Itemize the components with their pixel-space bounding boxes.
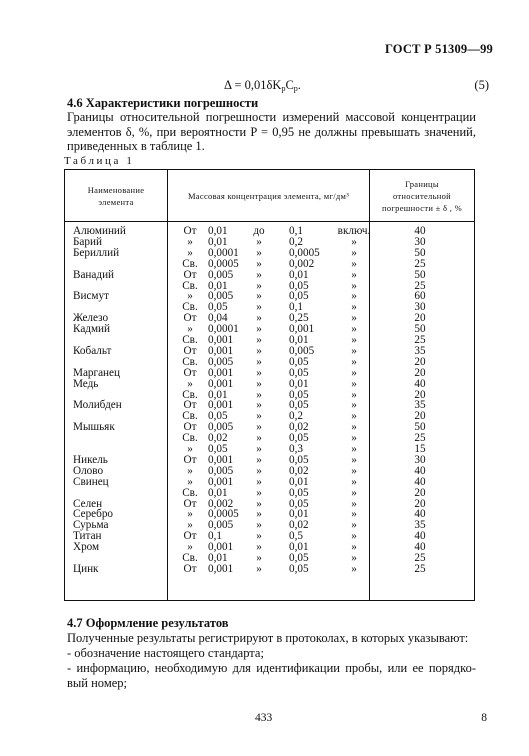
table-row	[64, 357, 475, 368]
row-prefix: От	[183, 399, 197, 412]
row-suffix: »	[351, 410, 357, 423]
row-name: Ванадий	[73, 268, 115, 281]
table-row	[64, 335, 475, 346]
row-operator: »	[256, 235, 262, 248]
formula-text: Δ = 0,01δK	[224, 78, 282, 92]
row-operator: »	[256, 530, 262, 543]
row-suffix: »	[351, 541, 357, 554]
row-error: 40	[414, 225, 426, 237]
row-operator: »	[256, 541, 262, 554]
row-from-value: 0,005	[208, 519, 234, 532]
row-from-value: 0,001	[208, 334, 234, 346]
row-name: Молибден	[73, 399, 122, 412]
row-suffix: »	[351, 421, 357, 434]
row-operator: »	[256, 519, 262, 532]
table-row	[64, 542, 475, 553]
table-row	[64, 259, 475, 270]
row-suffix: »	[351, 355, 357, 368]
row-prefix: От	[183, 312, 197, 325]
row-error: 30	[414, 453, 426, 466]
row-to-value: 0,3	[289, 443, 303, 455]
row-name: Цинк	[73, 562, 99, 575]
row-prefix: »	[187, 377, 193, 390]
row-name: Кадмий	[73, 323, 111, 336]
row-operator: »	[256, 486, 262, 499]
row-suffix: »	[351, 552, 357, 564]
row-suffix: »	[351, 257, 357, 270]
table-row	[64, 509, 475, 520]
row-to-value: 0,01	[289, 508, 309, 521]
table-row	[64, 488, 475, 499]
table-row	[64, 281, 475, 292]
row-operator: »	[256, 279, 262, 292]
paragraph-line: приведенных в таблице 1.	[67, 139, 205, 153]
row-name: Медь	[73, 377, 99, 390]
row-prefix: От	[183, 344, 197, 357]
row-error: 20	[414, 366, 426, 379]
row-suffix: »	[351, 235, 357, 248]
row-suffix: »	[351, 377, 357, 390]
row-prefix: От	[183, 268, 197, 281]
row-prefix: Св.	[182, 257, 198, 270]
row-operator: »	[256, 443, 262, 455]
row-from-value: 0,001	[208, 541, 234, 554]
row-to-value: 0,01	[289, 377, 309, 390]
row-error: 30	[414, 301, 426, 314]
paragraph-line: элементов δ, %, при вероятности P = 0,95 не должны превышать значений,	[67, 124, 476, 139]
row-name: Бериллий	[73, 246, 120, 259]
row-name: Мышьяк	[73, 421, 115, 434]
row-to-value: 0,05	[289, 399, 309, 412]
header-element-name-line: элемента	[98, 197, 134, 207]
row-to-value: 0,05	[289, 355, 309, 368]
row-from-value: 0,01	[208, 552, 228, 564]
table-row	[64, 455, 475, 466]
formula-5	[224, 78, 301, 93]
row-error: 60	[414, 290, 426, 303]
header-element-name	[65, 184, 167, 208]
row-from-value: 0,001	[208, 453, 234, 466]
row-to-value: 0,2	[289, 235, 303, 248]
standard-header: ГОСТ Р 51309—99	[384, 42, 493, 56]
row-from-value: 0,1	[208, 530, 222, 543]
row-suffix: »	[351, 312, 357, 325]
row-name: Висмут	[73, 290, 109, 303]
row-suffix: »	[351, 246, 357, 259]
row-error: 35	[414, 519, 426, 532]
row-from-value: 0,02	[208, 432, 228, 445]
row-to-value: 0,01	[289, 475, 309, 488]
row-from-value: 0,001	[208, 344, 234, 357]
table-row	[64, 379, 475, 390]
table-row	[64, 346, 475, 357]
row-operator: »	[256, 453, 262, 466]
row-from-value: 0,05	[208, 410, 228, 423]
row-prefix: Св.	[182, 355, 198, 368]
table-row	[64, 313, 475, 324]
row-name: Сурьма	[73, 519, 109, 532]
row-name: Алюминий	[73, 225, 126, 237]
row-error: 15	[414, 443, 426, 455]
row-suffix: »	[351, 486, 357, 499]
table-row	[64, 248, 475, 259]
row-operator: »	[256, 323, 262, 336]
row-error: 25	[414, 334, 426, 346]
row-suffix: »	[351, 432, 357, 445]
row-operator: »	[256, 290, 262, 303]
row-prefix: Св.	[182, 388, 198, 401]
row-to-value: 0,05	[289, 290, 309, 303]
row-suffix: »	[351, 323, 357, 336]
row-operator: »	[256, 344, 262, 357]
table-row	[64, 368, 475, 379]
row-to-value: 0,05	[289, 552, 309, 564]
row-operator: »	[256, 257, 262, 270]
row-from-value: 0,005	[208, 268, 234, 281]
row-prefix: Св.	[182, 486, 198, 499]
formula-mid: C	[285, 78, 294, 92]
row-to-value: 0,02	[289, 464, 309, 477]
row-operator: »	[256, 464, 262, 477]
row-prefix: »	[187, 246, 193, 259]
list-item: - обозначение настоящего стандарта;	[67, 646, 264, 660]
table-row	[64, 444, 475, 455]
row-to-value: 0,05	[289, 497, 309, 510]
row-operator: »	[256, 246, 262, 259]
row-operator: до	[253, 225, 265, 237]
row-error: 40	[414, 541, 426, 554]
row-name: Серебро	[73, 508, 114, 521]
row-from-value: 0,01	[208, 486, 228, 499]
row-to-value: 0,05	[289, 562, 309, 575]
row-suffix: »	[351, 366, 357, 379]
row-to-value: 0,05	[289, 432, 309, 445]
section-4-7-line: Полученные результаты регистрируют в протоколах, в которых указывают:	[67, 631, 469, 645]
section-4-7-title: 4.7 Оформление результатов	[67, 616, 229, 630]
row-to-value: 0,01	[289, 268, 309, 281]
table-row	[64, 390, 475, 401]
row-to-value: 0,002	[289, 257, 315, 270]
formula-sub-2: р	[293, 84, 298, 93]
row-prefix: »	[187, 519, 193, 532]
row-error: 25	[414, 562, 426, 575]
table-row	[64, 411, 475, 422]
row-error: 20	[414, 388, 426, 401]
row-prefix: »	[187, 443, 193, 455]
row-to-value: 0,01	[289, 334, 309, 346]
row-error: 25	[414, 257, 426, 270]
row-to-value: 0,01	[289, 541, 309, 554]
row-operator: »	[256, 399, 262, 412]
row-to-value: 0,2	[289, 410, 303, 423]
row-to-value: 0,05	[289, 279, 309, 292]
row-name: Свинец	[73, 475, 109, 488]
row-suffix: »	[351, 344, 357, 357]
row-name: Олово	[73, 464, 104, 477]
row-from-value: 0,005	[208, 464, 234, 477]
row-error: 50	[414, 323, 426, 336]
row-to-value: 0,005	[289, 344, 315, 357]
row-error: 25	[414, 552, 426, 564]
row-suffix: »	[351, 464, 357, 477]
row-suffix: »	[351, 453, 357, 466]
row-operator: »	[256, 334, 262, 346]
row-prefix: »	[187, 541, 193, 554]
row-to-value: 0,0005	[289, 246, 320, 259]
row-suffix: »	[351, 301, 357, 314]
row-operator: »	[256, 432, 262, 445]
row-prefix: »	[187, 290, 193, 303]
page-number: 8	[481, 712, 487, 724]
row-prefix: Св.	[182, 432, 198, 445]
row-prefix: »	[187, 508, 193, 521]
row-to-value: 0,1	[289, 301, 303, 314]
row-from-value: 0,001	[208, 475, 234, 488]
row-suffix: »	[351, 475, 357, 488]
table-1	[64, 169, 475, 601]
row-prefix: От	[183, 562, 197, 575]
row-from-value: 0,0005	[208, 508, 239, 521]
list-item-continuation: вый номер;	[67, 676, 127, 690]
row-name: Железо	[73, 312, 109, 325]
row-suffix: »	[351, 290, 357, 303]
row-prefix: От	[183, 497, 197, 510]
row-from-value: 0,01	[208, 235, 228, 248]
row-operator: »	[256, 562, 262, 575]
row-to-value: 0,05	[289, 366, 309, 379]
section-4-6-title: 4.6 Характеристики погрешности	[67, 96, 259, 110]
row-suffix: »	[351, 508, 357, 521]
row-error: 25	[414, 279, 426, 292]
formula-sub-1: р	[281, 84, 286, 93]
row-name: Барий	[73, 235, 102, 248]
header-error-line: относительной	[392, 191, 452, 201]
row-suffix: »	[351, 388, 357, 401]
row-error: 50	[414, 421, 426, 434]
row-prefix: Св.	[182, 552, 198, 564]
formula-number: (5)	[474, 78, 489, 92]
row-error: 20	[414, 410, 426, 423]
row-from-value: 0,01	[208, 279, 228, 292]
row-error: 50	[414, 246, 426, 259]
row-from-value: 0,005	[208, 290, 234, 303]
header-error-line: погрешности ± δ , %	[382, 203, 462, 213]
header-concentration: Массовая концентрация элемента, мг/дм³	[187, 191, 350, 201]
table-row	[64, 520, 475, 531]
row-from-value: 0,0001	[208, 323, 239, 336]
table-row	[64, 553, 475, 564]
row-error: 25	[414, 432, 426, 445]
row-operator: »	[256, 497, 262, 510]
row-from-value: 0,001	[208, 377, 234, 390]
row-operator: »	[256, 421, 262, 434]
row-error: 30	[414, 235, 426, 248]
table-row	[64, 270, 475, 281]
row-to-value: 0,001	[289, 323, 315, 336]
row-to-value: 0,05	[289, 486, 309, 499]
row-operator: »	[256, 377, 262, 390]
row-operator: »	[256, 355, 262, 368]
table-row	[64, 226, 475, 237]
row-from-value: 0,05	[208, 443, 228, 455]
row-error: 35	[414, 399, 426, 412]
row-prefix: Св.	[182, 301, 198, 314]
row-from-value: 0,05	[208, 301, 228, 314]
row-operator: »	[256, 366, 262, 379]
table-row	[64, 291, 475, 302]
table-row	[64, 433, 475, 444]
row-error: 40	[414, 508, 426, 521]
row-suffix: »	[351, 443, 357, 455]
row-prefix: Св.	[182, 334, 198, 346]
row-suffix: включ.	[337, 225, 371, 237]
row-prefix: Св.	[182, 410, 198, 423]
row-suffix: »	[351, 562, 357, 575]
row-name: Титан	[73, 530, 102, 543]
table-row	[64, 324, 475, 335]
row-prefix: От	[183, 421, 197, 434]
row-name: Селен	[73, 497, 103, 510]
row-from-value: 0,005	[208, 355, 234, 368]
row-to-value: 0,5	[289, 530, 303, 543]
table-row	[64, 499, 475, 510]
row-operator: »	[256, 552, 262, 564]
table-row	[64, 237, 475, 248]
row-prefix: »	[187, 235, 193, 248]
row-operator: »	[256, 312, 262, 325]
row-to-value: 0,1	[289, 225, 303, 237]
row-error: 20	[414, 355, 426, 368]
table-row	[64, 302, 475, 313]
row-to-value: 0,02	[289, 519, 309, 532]
row-error: 40	[414, 464, 426, 477]
header-error-line: Границы	[405, 179, 439, 189]
row-operator: »	[256, 388, 262, 401]
row-suffix: »	[351, 399, 357, 412]
table-row	[64, 531, 475, 542]
row-from-value: 0,005	[208, 421, 234, 434]
row-prefix: »	[187, 475, 193, 488]
row-operator: »	[256, 475, 262, 488]
row-operator: »	[256, 268, 262, 281]
header-element-name-line: Наименование	[87, 185, 145, 195]
row-from-value: 0,01	[208, 225, 228, 237]
table-caption: Таблица 1	[64, 155, 135, 167]
row-from-value: 0,0001	[208, 246, 239, 259]
row-error: 20	[414, 312, 426, 325]
row-operator: »	[256, 508, 262, 521]
header-error-bounds	[370, 178, 474, 214]
row-to-value: 0,05	[289, 453, 309, 466]
row-from-value: 0,04	[208, 312, 228, 325]
row-error: 20	[414, 497, 426, 510]
row-prefix: От	[183, 225, 197, 237]
table-row	[64, 400, 475, 411]
table-header-divider	[64, 221, 475, 222]
row-operator: »	[256, 410, 262, 423]
row-operator: »	[256, 301, 262, 314]
row-prefix: От	[183, 366, 197, 379]
row-name: Хром	[73, 541, 100, 554]
row-prefix: От	[183, 530, 197, 543]
row-from-value: 0,001	[208, 399, 234, 412]
row-name: Кобальт	[73, 344, 112, 357]
row-suffix: »	[351, 279, 357, 292]
row-name: Никель	[73, 453, 108, 466]
row-prefix: Св.	[182, 279, 198, 292]
row-prefix: »	[187, 464, 193, 477]
row-to-value: 0,05	[289, 388, 309, 401]
row-error: 40	[414, 377, 426, 390]
list-item	[67, 661, 476, 676]
table-row	[64, 422, 475, 433]
row-error: 20	[414, 486, 426, 499]
list-item-line: - информацию, необходимую для идентификации пробы, или ее порядко-	[67, 661, 476, 675]
table-row	[64, 466, 475, 477]
row-from-value: 0,001	[208, 562, 234, 575]
row-error: 40	[414, 530, 426, 543]
row-error: 40	[414, 475, 426, 488]
row-to-value: 0,25	[289, 312, 309, 325]
section-4-6-paragraph	[67, 110, 476, 154]
row-suffix: »	[351, 497, 357, 510]
row-to-value: 0,02	[289, 421, 309, 434]
row-suffix: »	[351, 268, 357, 281]
row-name: Марганец	[73, 366, 121, 379]
row-from-value: 0,01	[208, 388, 228, 401]
row-suffix: »	[351, 519, 357, 532]
row-from-value: 0,001	[208, 366, 234, 379]
footer-center-number: 433	[255, 712, 273, 724]
row-suffix: »	[351, 530, 357, 543]
row-from-value: 0,002	[208, 497, 234, 510]
table-row	[64, 477, 475, 488]
row-error: 35	[414, 344, 426, 357]
formula-end: .	[297, 78, 301, 92]
row-from-value: 0,0005	[208, 257, 239, 270]
row-error: 50	[414, 268, 426, 281]
row-suffix: »	[351, 334, 357, 346]
table-row	[64, 564, 475, 575]
paragraph-line: Границы относительной погрешности измерений массовой концентрации	[67, 110, 476, 124]
row-prefix: »	[187, 323, 193, 336]
row-prefix: От	[183, 453, 197, 466]
